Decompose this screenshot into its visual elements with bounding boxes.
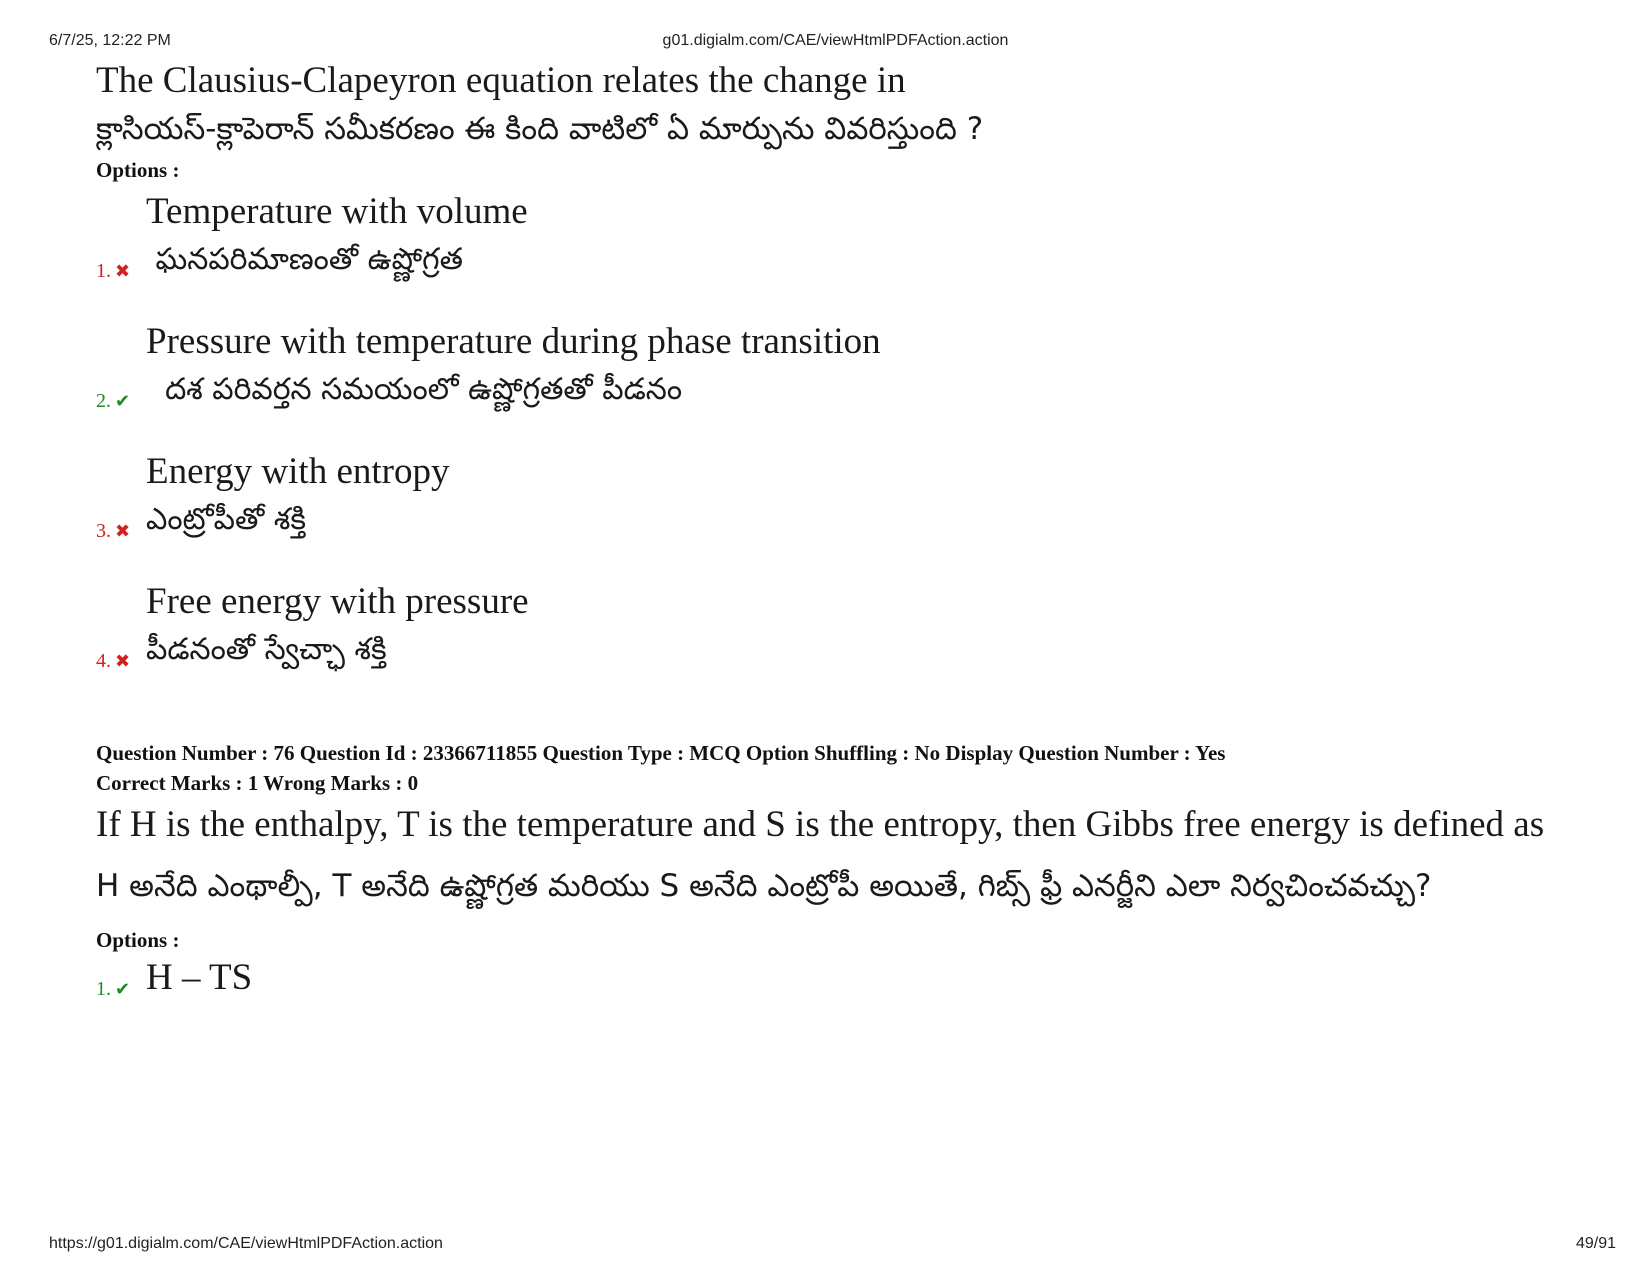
option-text-telugu: పీడనంతో స్వేచ్ఛా శక్తి	[146, 632, 387, 667]
check-mark-icon: ✔	[115, 391, 131, 412]
cross-mark-icon: ✖	[115, 521, 131, 542]
option-number: 1.	[96, 260, 111, 282]
cross-mark-icon: ✖	[115, 261, 131, 282]
option-number: 3.	[96, 520, 111, 542]
print-footer	[49, 1235, 1616, 1255]
option-marker	[96, 391, 130, 412]
option-marker	[96, 261, 130, 282]
option-text-telugu: దశ పరివర్తన సమయంలో ఉష్ణోగ్రతతో పీడనం	[146, 372, 683, 407]
option-text-telugu: ఎంట్రోపీతో శక్తి	[146, 502, 306, 537]
marks-meta: Correct Marks : 1 Wrong Marks : 0	[96, 771, 419, 795]
option-marker	[96, 521, 130, 542]
option-2	[96, 318, 1586, 414]
option-text-telugu: ఘనపరిమాణంతో ఉష్ణోగ్రత	[146, 242, 463, 277]
option-marker	[96, 651, 130, 672]
option-text-english: H – TS	[146, 957, 253, 998]
question-meta: Question Number : 76 Question Id : 23366711855 Question Type : MCQ Option Shuffling : No Display Question Number : Yes	[96, 741, 1226, 765]
print-header	[49, 32, 1602, 52]
document-body	[96, 58, 1586, 1002]
question-text-english: The Clausius-Clapeyron equation relates the change in	[96, 60, 906, 101]
option-1	[96, 954, 1586, 1002]
option-number: 2.	[96, 390, 111, 412]
question-75	[96, 58, 1586, 674]
question-76	[96, 738, 1586, 1002]
options-label: Options :	[96, 928, 180, 952]
option-text-english: Temperature with volume	[146, 191, 528, 232]
print-date: 6/7/25, 12:22 PM	[49, 32, 171, 49]
check-mark-icon: ✔	[115, 979, 131, 1000]
print-page-title: g01.digialm.com/CAE/viewHtmlPDFAction.action	[662, 32, 1009, 49]
option-3	[96, 448, 1586, 544]
option-text-english: Pressure with temperature during phase transition	[146, 321, 881, 362]
option-text-english: Energy with entropy	[146, 451, 450, 492]
question-text-telugu: క్లాసియస్-క్లాపెరాన్ సమీకరణం ఈ కింది వాటిలో ఏ మార్పును వివరిస్తుంది ?	[96, 111, 984, 147]
option-text-english: Free energy with pressure	[146, 581, 529, 622]
cross-mark-icon: ✖	[115, 651, 131, 672]
option-4	[96, 578, 1586, 674]
print-url: https://g01.digialm.com/CAE/viewHtmlPDFAction.action	[49, 1235, 443, 1252]
options-label: Options :	[96, 158, 180, 182]
page-number: 49/91	[1575, 1235, 1616, 1252]
question-text-english: If H is the enthalpy, T is the temperature and S is the entropy, then Gibbs free energy is defined as	[96, 804, 1545, 845]
question-text-telugu: H అనేది ఎంథాల్పీ, T అనేది ఉష్ణోగ్రత మరియు S అనేది ఎంట్రోపీ అయితే, గిబ్స్ ఫ్రీ ఎనర్జీని ఎలా నిర్వచించవచ్చు?	[96, 868, 1432, 904]
option-1	[96, 188, 1586, 284]
option-number: 4.	[96, 650, 111, 672]
option-marker	[96, 979, 130, 1000]
option-number: 1.	[96, 978, 111, 1000]
